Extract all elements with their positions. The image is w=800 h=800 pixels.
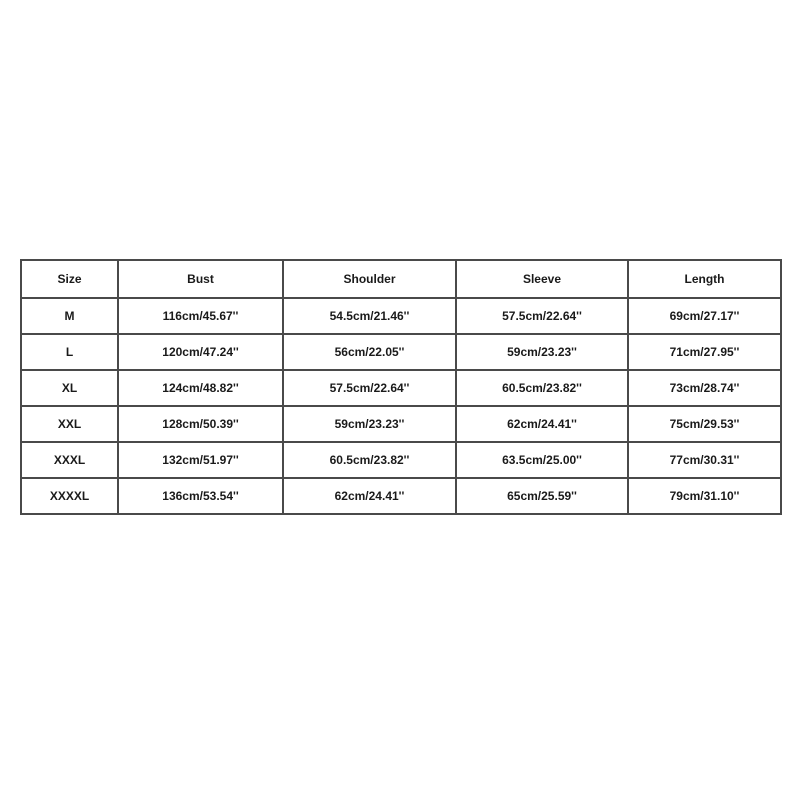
cell-sleeve: 63.5cm/25.00'': [456, 442, 628, 478]
cell-length: 71cm/27.95'': [628, 334, 781, 370]
cell-shoulder: 57.5cm/22.64'': [283, 370, 456, 406]
cell-size: XL: [21, 370, 118, 406]
size-chart-table: [20, 259, 782, 515]
table-row: [21, 406, 781, 442]
header-length: Length: [628, 260, 781, 298]
header-bust: Bust: [118, 260, 283, 298]
cell-bust: 120cm/47.24'': [118, 334, 283, 370]
cell-size: XXXXL: [21, 478, 118, 514]
cell-shoulder: 54.5cm/21.46'': [283, 298, 456, 334]
cell-shoulder: 62cm/24.41'': [283, 478, 456, 514]
table-row: [21, 370, 781, 406]
cell-shoulder: 60.5cm/23.82'': [283, 442, 456, 478]
cell-bust: 136cm/53.54'': [118, 478, 283, 514]
cell-bust: 124cm/48.82'': [118, 370, 283, 406]
cell-size: XXXL: [21, 442, 118, 478]
table-header-row: [21, 260, 781, 298]
table-row: [21, 334, 781, 370]
cell-length: 69cm/27.17'': [628, 298, 781, 334]
table-row: [21, 298, 781, 334]
cell-sleeve: 59cm/23.23'': [456, 334, 628, 370]
cell-sleeve: 65cm/25.59'': [456, 478, 628, 514]
table-row: [21, 442, 781, 478]
cell-size: M: [21, 298, 118, 334]
header-size: Size: [21, 260, 118, 298]
cell-bust: 128cm/50.39'': [118, 406, 283, 442]
cell-bust: 132cm/51.97'': [118, 442, 283, 478]
cell-shoulder: 56cm/22.05'': [283, 334, 456, 370]
cell-sleeve: 60.5cm/23.82'': [456, 370, 628, 406]
table-row: [21, 478, 781, 514]
cell-length: 77cm/30.31'': [628, 442, 781, 478]
header-shoulder: Shoulder: [283, 260, 456, 298]
cell-length: 79cm/31.10'': [628, 478, 781, 514]
cell-sleeve: 57.5cm/22.64'': [456, 298, 628, 334]
cell-length: 75cm/29.53'': [628, 406, 781, 442]
cell-sleeve: 62cm/24.41'': [456, 406, 628, 442]
cell-length: 73cm/28.74'': [628, 370, 781, 406]
cell-bust: 116cm/45.67'': [118, 298, 283, 334]
cell-size: XXL: [21, 406, 118, 442]
cell-size: L: [21, 334, 118, 370]
header-sleeve: Sleeve: [456, 260, 628, 298]
cell-shoulder: 59cm/23.23'': [283, 406, 456, 442]
